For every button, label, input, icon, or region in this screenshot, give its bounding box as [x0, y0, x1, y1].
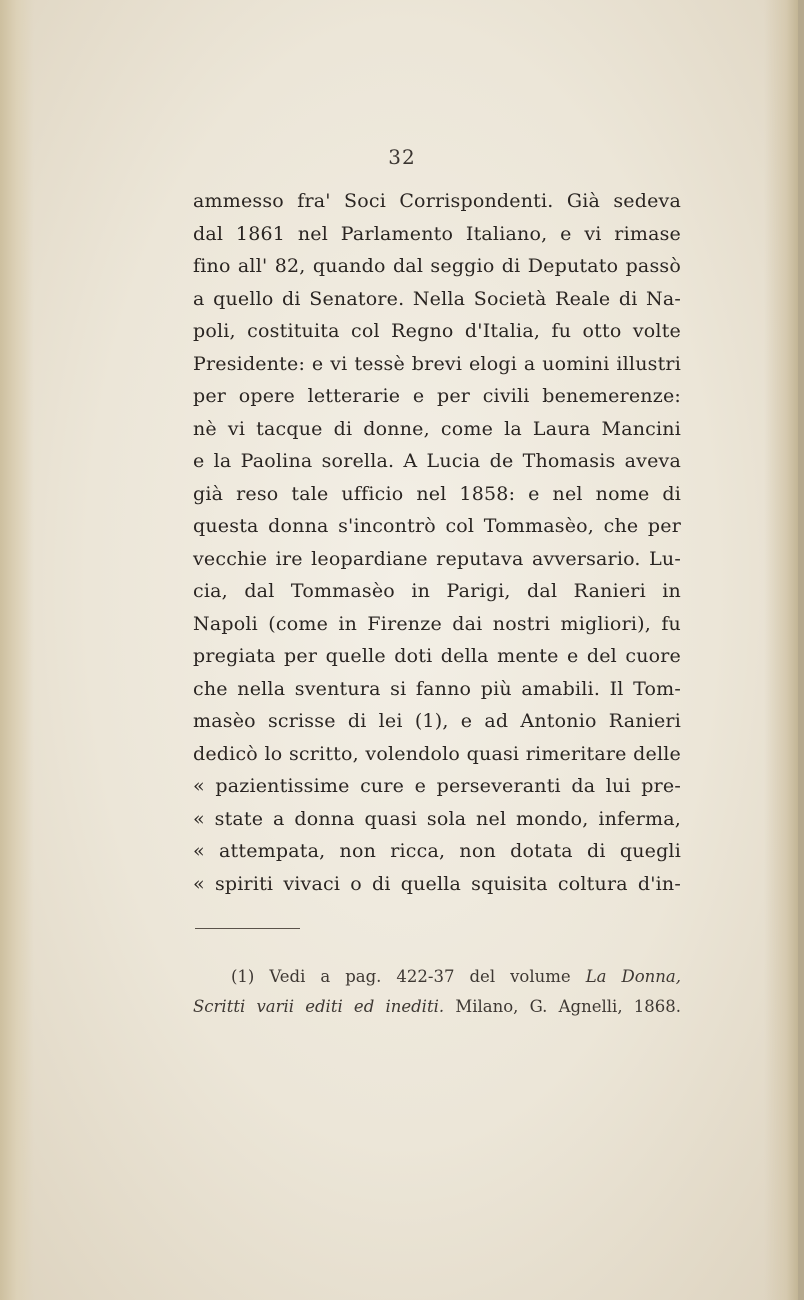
- text-line: pregiata per quelle doti della mente e del cuore: [193, 645, 681, 667]
- page-edge-strip: [798, 0, 804, 1300]
- footnote-publisher: Milano, G. Agnelli, 1868.: [455, 997, 681, 1016]
- text-line: « pazientissime cure e perseveranti da lui pre-: [193, 775, 681, 797]
- text-line: ammesso fra' Soci Corrispondenti. Già sedeva: [193, 190, 681, 212]
- text-line: per opere letterarie e per civili benemerenze:: [193, 385, 681, 407]
- text-line: « state a donna quasi sola nel mondo, inferma,: [193, 807, 681, 830]
- text-line: « attempata, non ricca, non dotata di quegli: [193, 840, 681, 862]
- text-line: masèo scrisse di lei (1), e ad Antonio Ranieri: [193, 710, 681, 732]
- footnote: [193, 962, 681, 1022]
- body-text: [193, 185, 681, 900]
- text-line: Napoli (come in Firenze dai nostri migliori), fu: [193, 612, 681, 635]
- text-line: a quello di Senatore. Nella Società Reale di Na-: [193, 287, 681, 310]
- text-line: « spiriti vivaci o di quella squisita coltura d'in-: [193, 872, 681, 895]
- text-line: Presidente: e vi tessè brevi elogi a uomini illustri: [193, 352, 681, 375]
- footnote-line-2: [193, 992, 681, 1022]
- text-line: dedicò lo scritto, volendolo quasi rimeritare delle: [193, 742, 681, 765]
- footnote-line-1: [193, 962, 681, 992]
- page-number: 32: [388, 145, 416, 169]
- text-line: nè vi tacque di donne, come la Laura Mancini: [193, 417, 681, 440]
- text-line: che nella sventura si fanno più amabili. Il Tom-: [193, 677, 681, 700]
- text-line: vecchie ire leopardiane reputava avversario. Lu-: [193, 547, 681, 570]
- text-line: cia, dal Tommasèo in Parigi, dal Ranieri in: [193, 580, 681, 602]
- footnote-book-title: La Donna,: [585, 967, 681, 986]
- page-left-shadow: [0, 0, 34, 1300]
- text-line: già reso tale ufficio nel 1858: e nel nome di: [193, 482, 681, 505]
- text-line: questa donna s'incontrò col Tommasèo, che per: [193, 515, 681, 537]
- footnote-subtitle: Scritti varii editi ed inediti.: [193, 997, 445, 1016]
- footnote-reference: (1) Vedi a pag. 422-37 del volume: [231, 967, 571, 986]
- footnote-divider: [195, 928, 300, 929]
- text-line: poli, costituita col Regno d'Italia, fu otto volte: [193, 320, 681, 342]
- text-line: dal 1861 nel Parlamento Italiano, e vi rimase: [193, 222, 681, 245]
- text-line: fino all' 82, quando dal seggio di Deputato passò: [193, 255, 681, 277]
- text-line: e la Paolina sorella. A Lucia de Thomasis aveva: [193, 450, 681, 472]
